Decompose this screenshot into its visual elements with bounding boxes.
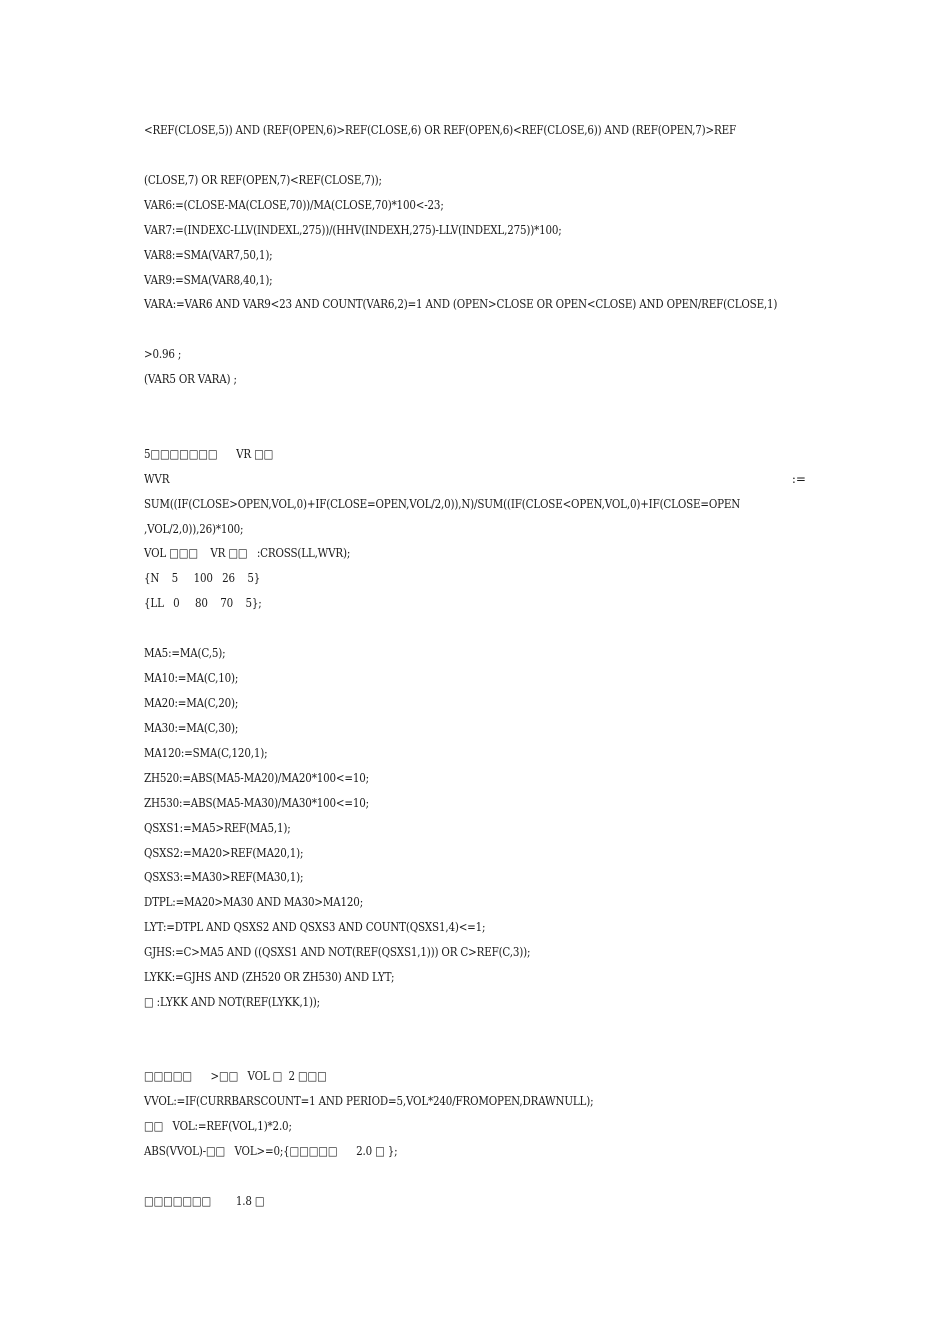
code-line: VAR9:=SMA(VAR8,40,1);	[144, 273, 273, 287]
code-line: (CLOSE,7) OR REF(OPEN,7)<REF(CLOSE,7));	[144, 173, 382, 187]
code-line: SUM((IF(CLOSE>OPEN,VOL,0)+IF(CLOSE=OPEN,VOL/2,0)),N)/SUM((IF(CLOSE<OPEN,VOL,0)+IF(CLOSE=OPEN	[144, 497, 741, 511]
code-line: VOL □□□ VR □□ :CROSS(LL,WVR);	[144, 546, 351, 560]
code-line: {LL 0 80 70 5};	[144, 596, 262, 610]
code-line: VAR6:=(CLOSE-MA(CLOSE,70))/MA(CLOSE,70)*100<-23;	[144, 198, 444, 212]
code-line: QSXS2:=MA20>REF(MA20,1);	[144, 846, 304, 860]
code-line: LYKK:=GJHS AND (ZH520 OR ZH530) AND LYT;	[144, 970, 395, 984]
code-line: □□ VOL:=REF(VOL,1)*2.0;	[144, 1119, 292, 1133]
code-line: <REF(CLOSE,5)) AND (REF(OPEN,6)>REF(CLOSE,6) OR REF(OPEN,6)<REF(CLOSE,6)) AND (REF(OPEN,7)>REF	[144, 123, 736, 137]
code-line: ,VOL/2,0)),26)*100;	[144, 522, 244, 536]
code-line: VVOL:=IF(CURRBARSCOUNT=1 AND PERIOD=5,VOL*240/FROMOPEN,DRAWNULL);	[144, 1094, 594, 1108]
code-line: MA20:=MA(C,20);	[144, 696, 239, 710]
code-line: DTPL:=MA20>MA30 AND MA30>MA120;	[144, 895, 364, 909]
code-line-assign: :=	[791, 472, 806, 486]
code-line: GJHS:=C>MA5 AND ((QSXS1 AND NOT(REF(QSXS1,1))) OR C>REF(C,3));	[144, 945, 531, 959]
code-line: □ :LYKK AND NOT(REF(LYKK,1));	[144, 995, 320, 1009]
code-line: MA10:=MA(C,10);	[144, 671, 239, 685]
code-line: MA30:=MA(C,30);	[144, 721, 239, 735]
code-line: WVR	[144, 472, 170, 486]
code-line: ZH530:=ABS(MA5-MA30)/MA30*100<=10;	[144, 796, 369, 810]
code-line: QSXS3:=MA30>REF(MA30,1);	[144, 870, 304, 884]
section-heading: □□□□□ >□□ VOL □ 2 □□□	[144, 1069, 327, 1083]
code-line: ABS(VVOL)-□□ VOL>=0;{□□□□□ 2.0 □ };	[144, 1144, 398, 1158]
section-heading: 5□□□□□□□ VR □□	[144, 447, 274, 461]
code-line: VAR8:=SMA(VAR7,50,1);	[144, 248, 273, 262]
code-line: (VAR5 OR VARA) ;	[144, 372, 237, 386]
code-line: >0.96 ;	[144, 347, 182, 361]
code-line: MA5:=MA(C,5);	[144, 646, 226, 660]
code-line: LYT:=DTPL AND QSXS2 AND QSXS3 AND COUNT(QSXS1,4)<=1;	[144, 920, 486, 934]
code-line: {N 5 100 26 5}	[144, 571, 261, 585]
code-line: QSXS1:=MA5>REF(MA5,1);	[144, 821, 291, 835]
code-line: VARA:=VAR6 AND VAR9<23 AND COUNT(VAR6,2)=1 AND (OPEN>CLOSE OR OPEN<CLOSE) AND OPEN/REF(CLOSE,1)	[144, 297, 778, 311]
code-line: VAR7:=(INDEXC-LLV(INDEXL,275))/(HHV(INDEXH,275)-LLV(INDEXL,275))*100;	[144, 223, 562, 237]
code-line: MA120:=SMA(C,120,1);	[144, 746, 268, 760]
code-line: ZH520:=ABS(MA5-MA20)/MA20*100<=10;	[144, 771, 369, 785]
section-heading: □□□□□□□ 1.8 □	[144, 1194, 265, 1208]
